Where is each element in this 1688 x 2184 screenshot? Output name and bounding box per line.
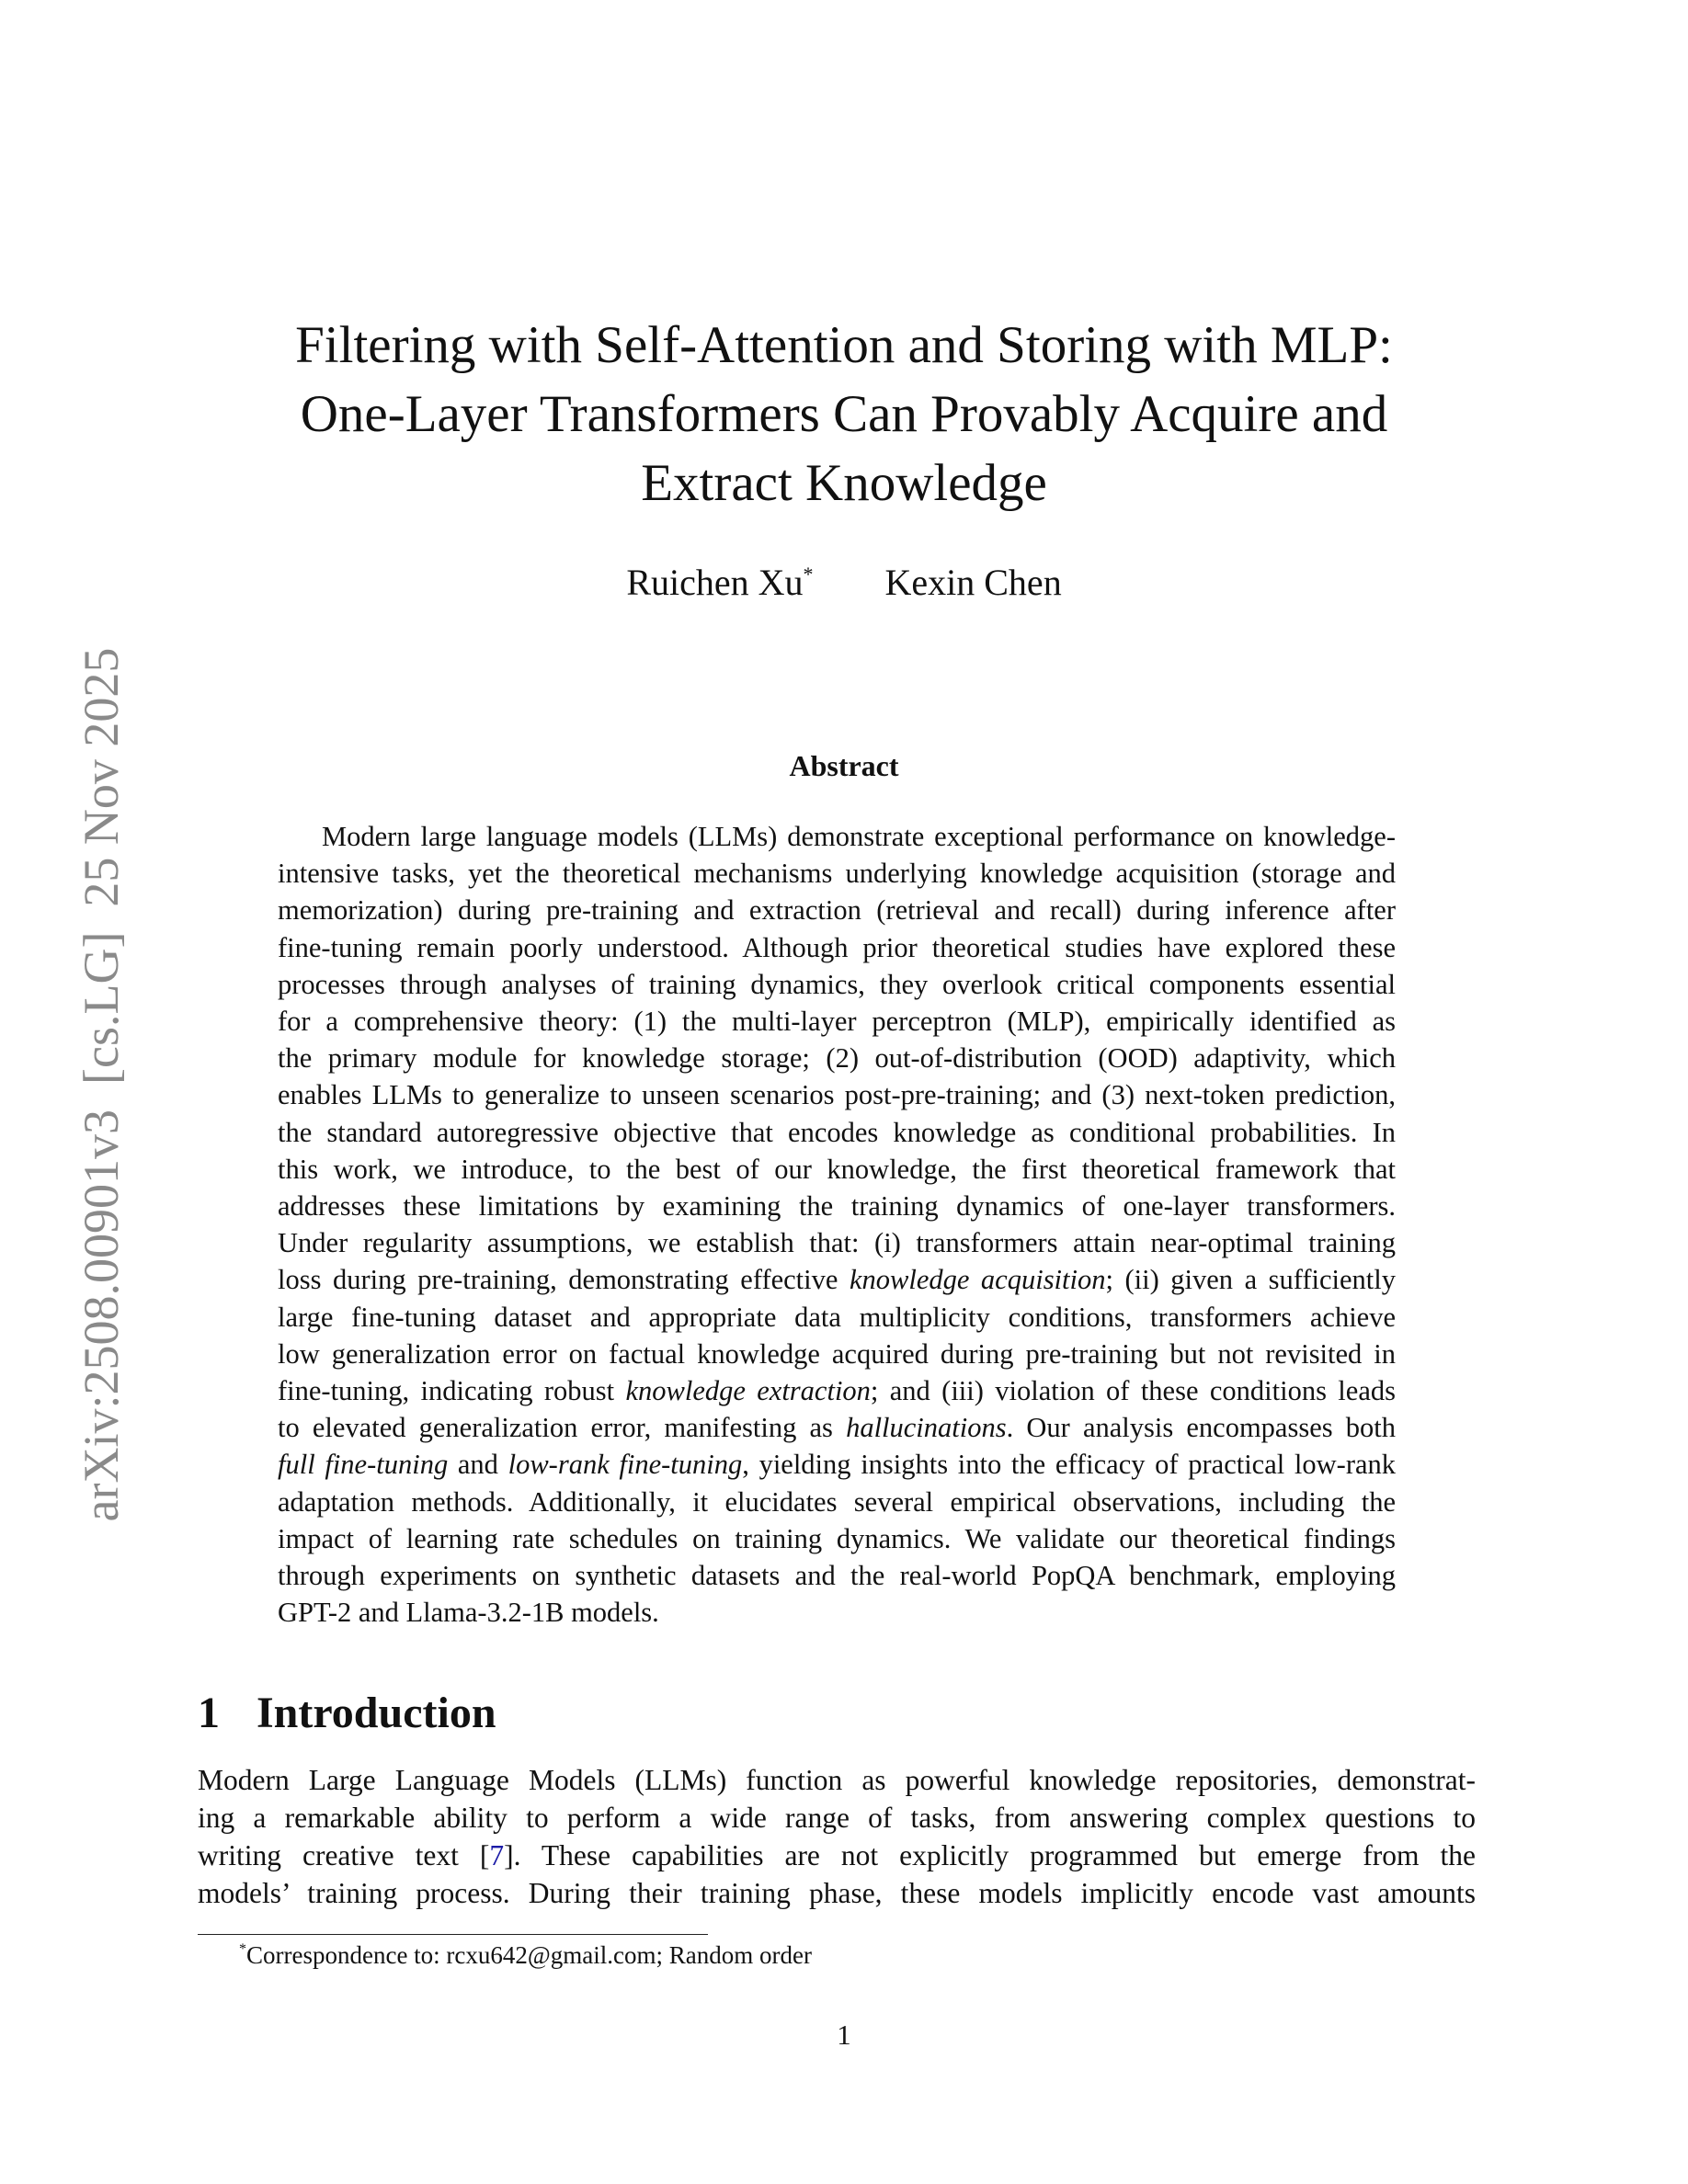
text-segment: addresses these limitations by examining the training dynamics of one-layer transformers.: [278, 1190, 1396, 1223]
emphasized-text: knowledge acquisition: [849, 1264, 1106, 1296]
text-segment: ; (ii) given a sufficiently: [1105, 1264, 1397, 1296]
emphasized-text: hallucinations: [846, 1412, 1007, 1444]
text-segment: , yielding insights into the efficacy of practical low-rank: [742, 1449, 1397, 1481]
text-segment: processes through analyses of training dynamics, they overlook critical components essential: [278, 968, 1396, 1000]
citation-link[interactable]: 7: [489, 1839, 505, 1871]
text-line: [278, 1003, 1396, 1040]
emphasized-text: knowledge extraction: [625, 1375, 871, 1407]
text-segment: fine-tuning, indicating robust: [278, 1375, 626, 1407]
text-line: [278, 1372, 1396, 1409]
text-segment: GPT-2 and Llama-3.2-1B models.: [278, 1597, 659, 1629]
text-segment: through experiments on synthetic datasets and the real-world PopQA benchmark, employing: [278, 1560, 1396, 1592]
text-line: [278, 1520, 1396, 1557]
text-line: [278, 1114, 1396, 1151]
paper-title: [0, 311, 1688, 518]
arxiv-identifier-stamp: arXiv:2508.00901v3 [cs.LG] 25 Nov 2025: [74, 647, 129, 1522]
text-line: [278, 892, 1396, 928]
author: [885, 562, 1062, 603]
text-segment: intensive tasks, yet the theoretical mechanisms underlying knowledge acquisition (storage and: [278, 858, 1396, 890]
text-segment: memorization) during pre-training and extraction (retrieval and recall) during inference after: [278, 894, 1396, 927]
text-segment: and: [448, 1449, 508, 1481]
text-segment: low generalization error on factual knowledge acquired during pre-training but not revisited in: [278, 1337, 1396, 1370]
footnote-mark: *: [239, 1941, 246, 1957]
emphasized-text: low-rank fine-tuning: [508, 1449, 743, 1481]
text-segment: large fine-tuning dataset and appropriate data multiplicity conditions, transformers achieve: [278, 1301, 1396, 1333]
text-segment: Under regularity assumptions, we establish that: (i) transformers attain near-optimal training: [278, 1227, 1396, 1259]
text-line: [278, 1299, 1396, 1336]
author: [626, 562, 813, 603]
text-line: [278, 1446, 1396, 1483]
text-segment: adaptation methods. Additionally, it elucidates several empirical observations, including the: [278, 1485, 1396, 1518]
title-line: Filtering with Self-Attention and Storing with MLP:: [295, 316, 1393, 374]
text-segment: ing a remarkable ability to perform a wide range of tasks, from answering complex questions to: [198, 1802, 1476, 1834]
text-line: [198, 1837, 1476, 1874]
text-segment: for a comprehensive theory: (1) the multi-layer perceptron (MLP), empirically identified as: [278, 1006, 1396, 1038]
introduction-paragraph: [198, 1761, 1476, 1912]
text-line: [278, 855, 1396, 892]
emphasized-text: full fine-tuning: [278, 1449, 449, 1481]
title-line: One-Layer Transformers Can Provably Acquire and: [300, 385, 1388, 443]
section-number: 1: [198, 1689, 220, 1737]
text-segment: writing creative text [: [198, 1839, 490, 1871]
text-line: [278, 1557, 1396, 1594]
text-segment: loss during pre-training, demonstrating effective: [278, 1264, 850, 1296]
text-segment: models’ training process. During their training phase, these models implicitly encode vast amounts: [198, 1877, 1476, 1909]
text-line: [278, 966, 1396, 1003]
text-line: [278, 1076, 1396, 1113]
footnote-mark[interactable]: *: [803, 563, 814, 586]
abstract-heading: Abstract: [789, 749, 899, 782]
text-line: [278, 1261, 1396, 1298]
text-segment: the primary module for knowledge storage; (2) out-of-distribution (OOD) adaptivity, which: [278, 1042, 1396, 1075]
title-line: Extract Knowledge: [641, 454, 1047, 512]
text-segment: . Our analysis encompasses both: [1006, 1412, 1396, 1444]
text-line: [198, 1874, 1476, 1912]
author-name: Ruichen Xu: [626, 562, 804, 603]
text-segment: this work, we introduce, to the best of our knowledge, the first theoretical framework that: [278, 1153, 1396, 1185]
text-line: [278, 1594, 1396, 1631]
text-segment: Modern Large Language Models (LLMs) function as powerful knowledge repositories, demonstrat-: [198, 1764, 1476, 1796]
text-line: [278, 1188, 1396, 1224]
text-segment: Modern large language models (LLMs) demonstrate exceptional performance on knowledge-: [322, 821, 1396, 852]
text-segment: ]. These capabilities are not explicitly programmed but emerge from the: [504, 1839, 1477, 1871]
text-line: [278, 1336, 1396, 1372]
text-line: [278, 1224, 1396, 1261]
section-title: Introduction: [257, 1689, 496, 1737]
text-line: [278, 929, 1396, 966]
text-segment: impact of learning rate schedules on training dynamics. We validate our theoretical findings: [278, 1522, 1396, 1554]
text-line: [198, 1799, 1476, 1837]
author-list: [0, 561, 1688, 604]
footnote-divider: [198, 1934, 708, 1935]
text-segment: enables LLMs to generalize to unseen scenarios post-pre-training; and (3) next-token prediction,: [278, 1079, 1396, 1111]
author-name: Kexin Chen: [884, 562, 1062, 603]
text-line: [278, 1040, 1396, 1076]
text-line: [278, 1151, 1396, 1188]
footnote: [239, 1941, 812, 1970]
text-line: [278, 1484, 1396, 1520]
abstract-body: [278, 818, 1396, 1631]
text-line: [278, 818, 1396, 855]
text-segment: to elevated generalization error, manifesting as: [278, 1412, 847, 1444]
footnote-text: Correspondence to: rcxu642@gmail.com; Random order: [246, 1941, 812, 1969]
page-number: 1: [837, 2019, 851, 2051]
text-line: [198, 1761, 1476, 1799]
section-heading: [198, 1688, 496, 1738]
text-line: [278, 1409, 1396, 1446]
text-segment: ; and (iii) violation of these conditions leads: [870, 1375, 1396, 1407]
text-segment: fine-tuning remain poorly understood. Although prior theoretical studies have explored these: [278, 931, 1396, 963]
text-segment: the standard autoregressive objective that encodes knowledge as conditional probabilities. In: [278, 1116, 1396, 1148]
